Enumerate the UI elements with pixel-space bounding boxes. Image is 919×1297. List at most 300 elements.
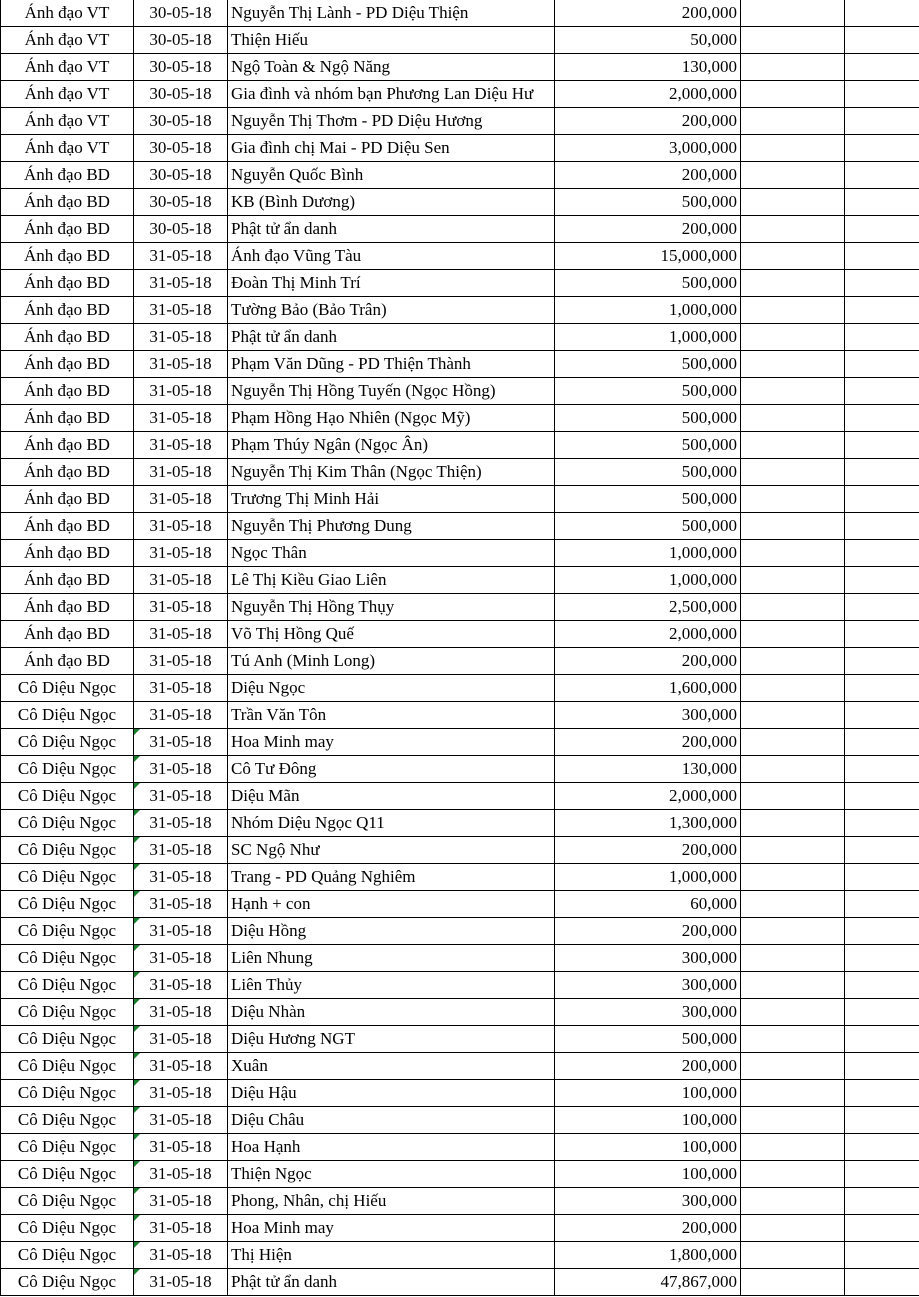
source-cell[interactable]: Cô Diệu Ngọc xyxy=(1,1242,134,1269)
donor-name-cell[interactable]: Phật tử ẩn danh xyxy=(228,324,555,351)
source-cell[interactable]: Ánh đạo BD xyxy=(1,378,134,405)
empty-cell[interactable] xyxy=(741,432,845,459)
amount-cell[interactable]: 500,000 xyxy=(555,189,741,216)
donor-name-cell[interactable]: Phật tử ẩn danh xyxy=(228,216,555,243)
date-cell[interactable]: 31-05-18 xyxy=(134,999,228,1026)
source-cell[interactable]: Cô Diệu Ngọc xyxy=(1,945,134,972)
amount-cell[interactable]: 500,000 xyxy=(555,1026,741,1053)
date-cell[interactable]: 30-05-18 xyxy=(134,0,228,27)
empty-cell[interactable] xyxy=(741,0,845,27)
source-cell[interactable]: Cô Diệu Ngọc xyxy=(1,756,134,783)
empty-cell[interactable] xyxy=(845,783,919,810)
donor-name-cell[interactable]: Thiện Ngọc xyxy=(228,1161,555,1188)
amount-cell[interactable]: 300,000 xyxy=(555,972,741,999)
table-row xyxy=(1,1107,919,1134)
date-cell[interactable]: 30-05-18 xyxy=(134,189,228,216)
amount-cell[interactable]: 500,000 xyxy=(555,405,741,432)
donor-name-cell[interactable]: Xuân xyxy=(228,1053,555,1080)
empty-cell[interactable] xyxy=(741,162,845,189)
date-cell[interactable]: 30-05-18 xyxy=(134,135,228,162)
source-cell[interactable]: Ánh đạo BD xyxy=(1,216,134,243)
empty-cell[interactable] xyxy=(845,432,919,459)
empty-cell[interactable] xyxy=(845,81,919,108)
donor-name-cell[interactable]: Diệu Nhàn xyxy=(228,999,555,1026)
date-cell[interactable]: 31-05-18 xyxy=(134,1215,228,1242)
source-cell[interactable]: Ánh đạo VT xyxy=(1,108,134,135)
amount-cell[interactable]: 300,000 xyxy=(555,1188,741,1215)
amount-cell[interactable]: 15,000,000 xyxy=(555,243,741,270)
date-cell[interactable]: 31-05-18 xyxy=(134,1188,228,1215)
empty-cell[interactable] xyxy=(845,540,919,567)
empty-cell[interactable] xyxy=(845,297,919,324)
donor-name-cell[interactable]: Nguyễn Thị Kim Thân (Ngọc Thiện) xyxy=(228,459,555,486)
source-cell[interactable]: Ánh đạo BD xyxy=(1,540,134,567)
date-cell[interactable]: 31-05-18 xyxy=(134,324,228,351)
amount-cell[interactable]: 50,000 xyxy=(555,27,741,54)
empty-cell[interactable] xyxy=(741,972,845,999)
date-cell[interactable]: 31-05-18 xyxy=(134,621,228,648)
amount-cell[interactable]: 200,000 xyxy=(555,1215,741,1242)
date-cell[interactable]: 31-05-18 xyxy=(134,945,228,972)
source-cell[interactable]: Ánh đạo BD xyxy=(1,648,134,675)
empty-cell[interactable] xyxy=(845,729,919,756)
source-cell[interactable]: Cô Diệu Ngọc xyxy=(1,864,134,891)
empty-cell[interactable] xyxy=(741,945,845,972)
source-cell[interactable]: Ánh đạo BD xyxy=(1,432,134,459)
amount-cell[interactable]: 500,000 xyxy=(555,378,741,405)
date-cell[interactable]: 31-05-18 xyxy=(134,243,228,270)
donor-name-cell[interactable]: Thị Hiện xyxy=(228,1242,555,1269)
donor-name-cell[interactable]: Gia đình chị Mai - PD Diệu Sen xyxy=(228,135,555,162)
donor-name-cell[interactable]: Diệu Hồng xyxy=(228,918,555,945)
donor-name-cell[interactable]: Diệu Hương NGT xyxy=(228,1026,555,1053)
empty-cell[interactable] xyxy=(741,405,845,432)
empty-cell[interactable] xyxy=(845,756,919,783)
source-cell[interactable]: Ánh đạo VT xyxy=(1,0,134,27)
date-cell[interactable]: 31-05-18 xyxy=(134,297,228,324)
empty-cell[interactable] xyxy=(845,1269,919,1296)
amount-cell[interactable]: 2,000,000 xyxy=(555,621,741,648)
table-row xyxy=(1,378,919,405)
empty-cell[interactable] xyxy=(845,0,919,27)
empty-cell[interactable] xyxy=(845,972,919,999)
table-row xyxy=(1,1134,919,1161)
donor-name-cell[interactable]: Hoa Minh may xyxy=(228,729,555,756)
amount-cell[interactable]: 500,000 xyxy=(555,459,741,486)
empty-cell[interactable] xyxy=(845,1161,919,1188)
empty-cell[interactable] xyxy=(741,1080,845,1107)
empty-cell[interactable] xyxy=(845,1107,919,1134)
source-cell[interactable]: Cô Diệu Ngọc xyxy=(1,1026,134,1053)
empty-cell[interactable] xyxy=(741,999,845,1026)
date-cell[interactable]: 31-05-18 xyxy=(134,675,228,702)
donor-name-cell[interactable]: Nguyễn Thị Thơm - PD Diệu Hương xyxy=(228,108,555,135)
empty-cell[interactable] xyxy=(845,675,919,702)
empty-cell[interactable] xyxy=(845,810,919,837)
donor-name-cell[interactable]: Tường Bảo (Bảo Trân) xyxy=(228,297,555,324)
empty-cell[interactable] xyxy=(741,1134,845,1161)
source-cell[interactable]: Cô Diệu Ngọc xyxy=(1,999,134,1026)
empty-cell[interactable] xyxy=(845,1026,919,1053)
empty-cell[interactable] xyxy=(845,918,919,945)
date-cell[interactable]: 31-05-18 xyxy=(134,459,228,486)
source-cell[interactable]: Cô Diệu Ngọc xyxy=(1,1080,134,1107)
date-cell[interactable]: 31-05-18 xyxy=(134,756,228,783)
empty-cell[interactable] xyxy=(845,1134,919,1161)
amount-cell[interactable]: 100,000 xyxy=(555,1134,741,1161)
empty-cell[interactable] xyxy=(741,1026,845,1053)
date-cell[interactable]: 30-05-18 xyxy=(134,27,228,54)
empty-cell[interactable] xyxy=(741,189,845,216)
empty-cell[interactable] xyxy=(741,918,845,945)
table-row xyxy=(1,162,919,189)
date-cell[interactable]: 31-05-18 xyxy=(134,1134,228,1161)
source-cell[interactable]: Cô Diệu Ngọc xyxy=(1,729,134,756)
amount-cell[interactable]: 200,000 xyxy=(555,216,741,243)
date-cell[interactable]: 30-05-18 xyxy=(134,162,228,189)
date-cell[interactable]: 31-05-18 xyxy=(134,351,228,378)
empty-cell[interactable] xyxy=(845,702,919,729)
donor-name-cell[interactable]: Tú Anh (Minh Long) xyxy=(228,648,555,675)
empty-cell[interactable] xyxy=(741,1053,845,1080)
source-cell[interactable]: Cô Diệu Ngọc xyxy=(1,1269,134,1296)
table-row xyxy=(1,27,919,54)
empty-cell[interactable] xyxy=(845,351,919,378)
date-cell[interactable]: 31-05-18 xyxy=(134,594,228,621)
amount-cell[interactable]: 200,000 xyxy=(555,1053,741,1080)
source-cell[interactable]: Ánh đạo BD xyxy=(1,162,134,189)
source-cell[interactable]: Ánh đạo VT xyxy=(1,54,134,81)
empty-cell[interactable] xyxy=(741,1269,845,1296)
amount-cell[interactable]: 100,000 xyxy=(555,1107,741,1134)
empty-cell[interactable] xyxy=(845,837,919,864)
empty-cell[interactable] xyxy=(741,756,845,783)
table-row xyxy=(1,81,919,108)
date-cell[interactable]: 31-05-18 xyxy=(134,486,228,513)
donor-name-cell[interactable]: Ngộ Toàn & Ngộ Năng xyxy=(228,54,555,81)
empty-cell[interactable] xyxy=(741,648,845,675)
donor-name-cell[interactable]: Trang - PD Quảng Nghiêm xyxy=(228,864,555,891)
donor-name-cell[interactable]: Diệu Hậu xyxy=(228,1080,555,1107)
empty-cell[interactable] xyxy=(741,135,845,162)
amount-cell[interactable]: 300,000 xyxy=(555,999,741,1026)
empty-cell[interactable] xyxy=(845,135,919,162)
empty-cell[interactable] xyxy=(845,594,919,621)
donor-name-cell[interactable]: Diệu Mãn xyxy=(228,783,555,810)
donor-name-cell[interactable]: Thiện Hiếu xyxy=(228,27,555,54)
donor-name-cell[interactable]: Nguyễn Thị Phương Dung xyxy=(228,513,555,540)
source-cell[interactable]: Cô Diệu Ngọc xyxy=(1,891,134,918)
empty-cell[interactable] xyxy=(845,27,919,54)
source-cell[interactable]: Ánh đạo BD xyxy=(1,324,134,351)
amount-cell[interactable]: 2,000,000 xyxy=(555,783,741,810)
source-cell[interactable]: Cô Diệu Ngọc xyxy=(1,675,134,702)
donor-name-cell[interactable]: Hoa Hạnh xyxy=(228,1134,555,1161)
source-cell[interactable]: Ánh đạo BD xyxy=(1,297,134,324)
empty-cell[interactable] xyxy=(741,459,845,486)
amount-cell[interactable]: 500,000 xyxy=(555,513,741,540)
date-cell[interactable]: 31-05-18 xyxy=(134,648,228,675)
donor-name-cell[interactable]: Diệu Châu xyxy=(228,1107,555,1134)
empty-cell[interactable] xyxy=(845,324,919,351)
empty-cell[interactable] xyxy=(845,1080,919,1107)
source-cell[interactable]: Cô Diệu Ngọc xyxy=(1,1107,134,1134)
table-row xyxy=(1,351,919,378)
empty-cell[interactable] xyxy=(741,81,845,108)
empty-cell[interactable] xyxy=(741,1107,845,1134)
empty-cell[interactable] xyxy=(741,243,845,270)
amount-cell[interactable]: 1,600,000 xyxy=(555,675,741,702)
empty-cell[interactable] xyxy=(845,1215,919,1242)
empty-cell[interactable] xyxy=(741,27,845,54)
date-cell[interactable]: 31-05-18 xyxy=(134,864,228,891)
donor-name-cell[interactable]: Phong, Nhân, chị Hiếu xyxy=(228,1188,555,1215)
empty-cell[interactable] xyxy=(741,270,845,297)
empty-cell[interactable] xyxy=(845,459,919,486)
source-cell[interactable]: Cô Diệu Ngọc xyxy=(1,810,134,837)
date-cell[interactable]: 31-05-18 xyxy=(134,1269,228,1296)
empty-cell[interactable] xyxy=(845,1053,919,1080)
donor-name-cell[interactable]: Nguyễn Quốc Bình xyxy=(228,162,555,189)
amount-cell[interactable]: 130,000 xyxy=(555,756,741,783)
date-cell[interactable]: 31-05-18 xyxy=(134,540,228,567)
empty-cell[interactable] xyxy=(845,1188,919,1215)
source-cell[interactable]: Ánh đạo BD xyxy=(1,594,134,621)
date-cell[interactable]: 31-05-18 xyxy=(134,1053,228,1080)
amount-cell[interactable]: 300,000 xyxy=(555,702,741,729)
date-cell[interactable]: 31-05-18 xyxy=(134,1242,228,1269)
empty-cell[interactable] xyxy=(845,945,919,972)
source-cell[interactable]: Ánh đạo BD xyxy=(1,243,134,270)
empty-cell[interactable] xyxy=(741,1161,845,1188)
source-cell[interactable]: Cô Diệu Ngọc xyxy=(1,783,134,810)
date-cell[interactable]: 31-05-18 xyxy=(134,270,228,297)
empty-cell[interactable] xyxy=(741,297,845,324)
amount-cell[interactable]: 200,000 xyxy=(555,648,741,675)
source-cell[interactable]: Ánh đạo BD xyxy=(1,270,134,297)
amount-cell[interactable]: 1,000,000 xyxy=(555,540,741,567)
date-cell[interactable]: 31-05-18 xyxy=(134,405,228,432)
empty-cell[interactable] xyxy=(845,189,919,216)
empty-cell[interactable] xyxy=(845,108,919,135)
donor-name-cell[interactable]: Hoa Minh may xyxy=(228,1215,555,1242)
empty-cell[interactable] xyxy=(845,648,919,675)
date-cell[interactable]: 30-05-18 xyxy=(134,54,228,81)
donor-name-cell[interactable]: Hạnh + con xyxy=(228,891,555,918)
empty-cell[interactable] xyxy=(741,837,845,864)
donor-name-cell[interactable]: Cô Tư Đông xyxy=(228,756,555,783)
donor-name-cell[interactable]: Nguyễn Thị Lành - PD Diệu Thiện xyxy=(228,0,555,27)
empty-cell[interactable] xyxy=(741,486,845,513)
empty-cell[interactable] xyxy=(741,378,845,405)
amount-cell[interactable]: 100,000 xyxy=(555,1080,741,1107)
date-cell[interactable]: 31-05-18 xyxy=(134,783,228,810)
empty-cell[interactable] xyxy=(741,621,845,648)
amount-cell[interactable]: 500,000 xyxy=(555,486,741,513)
date-cell[interactable]: 30-05-18 xyxy=(134,81,228,108)
donor-name-cell[interactable]: Ánh đạo Vũng Tàu xyxy=(228,243,555,270)
amount-cell[interactable]: 200,000 xyxy=(555,162,741,189)
source-cell[interactable]: Ánh đạo BD xyxy=(1,513,134,540)
empty-cell[interactable] xyxy=(845,54,919,81)
amount-cell[interactable]: 200,000 xyxy=(555,918,741,945)
empty-cell[interactable] xyxy=(741,54,845,81)
empty-cell[interactable] xyxy=(741,891,845,918)
amount-cell[interactable]: 1,000,000 xyxy=(555,567,741,594)
table-row xyxy=(1,621,919,648)
date-cell[interactable]: 31-05-18 xyxy=(134,567,228,594)
date-cell[interactable]: 31-05-18 xyxy=(134,918,228,945)
source-cell[interactable]: Cô Diệu Ngọc xyxy=(1,918,134,945)
date-cell[interactable]: 31-05-18 xyxy=(134,1080,228,1107)
date-cell[interactable]: 31-05-18 xyxy=(134,513,228,540)
source-cell[interactable]: Cô Diệu Ngọc xyxy=(1,1134,134,1161)
source-cell[interactable]: Ánh đạo BD xyxy=(1,189,134,216)
table-row xyxy=(1,135,919,162)
donor-name-cell[interactable]: Liên Thủy xyxy=(228,972,555,999)
source-cell[interactable]: Ánh đạo VT xyxy=(1,81,134,108)
amount-cell[interactable]: 500,000 xyxy=(555,351,741,378)
donor-name-cell[interactable]: SC Ngộ Như xyxy=(228,837,555,864)
date-cell[interactable]: 31-05-18 xyxy=(134,702,228,729)
empty-cell[interactable] xyxy=(741,540,845,567)
source-cell[interactable]: Ánh đạo BD xyxy=(1,351,134,378)
source-cell[interactable]: Ánh đạo BD xyxy=(1,459,134,486)
amount-cell[interactable]: 300,000 xyxy=(555,945,741,972)
empty-cell[interactable] xyxy=(741,351,845,378)
amount-cell[interactable]: 47,867,000 xyxy=(555,1269,741,1296)
amount-cell[interactable]: 500,000 xyxy=(555,432,741,459)
donor-name-cell[interactable]: Nhóm Diệu Ngọc Q11 xyxy=(228,810,555,837)
empty-cell[interactable] xyxy=(845,864,919,891)
donor-name-cell[interactable]: Võ Thị Hồng Quế xyxy=(228,621,555,648)
amount-cell[interactable]: 200,000 xyxy=(555,837,741,864)
empty-cell[interactable] xyxy=(845,378,919,405)
empty-cell[interactable] xyxy=(845,999,919,1026)
amount-cell[interactable]: 60,000 xyxy=(555,891,741,918)
date-cell[interactable]: 31-05-18 xyxy=(134,810,228,837)
amount-cell[interactable]: 2,000,000 xyxy=(555,81,741,108)
source-cell[interactable]: Cô Diệu Ngọc xyxy=(1,1188,134,1215)
empty-cell[interactable] xyxy=(845,243,919,270)
source-cell[interactable]: Cô Diệu Ngọc xyxy=(1,837,134,864)
empty-cell[interactable] xyxy=(845,162,919,189)
date-cell[interactable]: 30-05-18 xyxy=(134,216,228,243)
empty-cell[interactable] xyxy=(741,675,845,702)
empty-cell[interactable] xyxy=(845,621,919,648)
date-cell[interactable]: 31-05-18 xyxy=(134,837,228,864)
donor-name-cell[interactable]: Phật tử ẩn danh xyxy=(228,1269,555,1296)
empty-cell[interactable] xyxy=(741,567,845,594)
donor-name-cell[interactable]: Lê Thị Kiều Giao Liên xyxy=(228,567,555,594)
source-cell[interactable]: Ánh đạo BD xyxy=(1,567,134,594)
amount-cell[interactable]: 1,000,000 xyxy=(555,324,741,351)
empty-cell[interactable] xyxy=(741,594,845,621)
source-cell[interactable]: Cô Diệu Ngọc xyxy=(1,1161,134,1188)
empty-cell[interactable] xyxy=(741,1215,845,1242)
amount-cell[interactable]: 200,000 xyxy=(555,729,741,756)
date-cell[interactable]: 31-05-18 xyxy=(134,1107,228,1134)
donor-name-cell[interactable]: KB (Bình Dương) xyxy=(228,189,555,216)
donor-name-cell[interactable]: Đoàn Thị Minh Trí xyxy=(228,270,555,297)
amount-cell[interactable]: 200,000 xyxy=(555,0,741,27)
table-row xyxy=(1,1269,919,1296)
donor-name-cell[interactable]: Nguyễn Thị Hồng Thụy xyxy=(228,594,555,621)
empty-cell[interactable] xyxy=(741,324,845,351)
donor-name-cell[interactable]: Liên Nhung xyxy=(228,945,555,972)
date-cell[interactable]: 31-05-18 xyxy=(134,378,228,405)
amount-cell[interactable]: 130,000 xyxy=(555,54,741,81)
empty-cell[interactable] xyxy=(741,810,845,837)
source-cell[interactable]: Cô Diệu Ngọc xyxy=(1,702,134,729)
date-cell[interactable]: 31-05-18 xyxy=(134,432,228,459)
empty-cell[interactable] xyxy=(845,216,919,243)
donor-name-cell[interactable]: Phạm Hồng Hạo Nhiên (Ngọc Mỹ) xyxy=(228,405,555,432)
date-cell[interactable]: 31-05-18 xyxy=(134,1026,228,1053)
source-cell[interactable]: Ánh đạo BD xyxy=(1,405,134,432)
donor-name-cell[interactable]: Diệu Ngọc xyxy=(228,675,555,702)
empty-cell[interactable] xyxy=(845,567,919,594)
donor-name-cell[interactable]: Phạm Văn Dũng - PD Thiện Thành xyxy=(228,351,555,378)
amount-cell[interactable]: 100,000 xyxy=(555,1161,741,1188)
donor-name-cell[interactable]: Trương Thị Minh Hải xyxy=(228,486,555,513)
date-cell[interactable]: 30-05-18 xyxy=(134,108,228,135)
donor-name-cell[interactable]: Trần Văn Tôn xyxy=(228,702,555,729)
amount-cell[interactable]: 2,500,000 xyxy=(555,594,741,621)
empty-cell[interactable] xyxy=(741,108,845,135)
empty-cell[interactable] xyxy=(741,864,845,891)
amount-cell[interactable]: 1,300,000 xyxy=(555,810,741,837)
amount-cell[interactable]: 3,000,000 xyxy=(555,135,741,162)
date-cell[interactable]: 31-05-18 xyxy=(134,891,228,918)
empty-cell[interactable] xyxy=(845,270,919,297)
empty-cell[interactable] xyxy=(741,1188,845,1215)
empty-cell[interactable] xyxy=(741,729,845,756)
date-cell[interactable]: 31-05-18 xyxy=(134,972,228,999)
empty-cell[interactable] xyxy=(741,702,845,729)
amount-cell[interactable]: 500,000 xyxy=(555,270,741,297)
source-cell[interactable]: Ánh đạo BD xyxy=(1,621,134,648)
empty-cell[interactable] xyxy=(741,216,845,243)
empty-cell[interactable] xyxy=(845,513,919,540)
source-cell[interactable]: Cô Diệu Ngọc xyxy=(1,972,134,999)
date-cell[interactable]: 31-05-18 xyxy=(134,729,228,756)
empty-cell[interactable] xyxy=(845,1242,919,1269)
amount-cell[interactable]: 1,000,000 xyxy=(555,864,741,891)
table-row xyxy=(1,1080,919,1107)
amount-cell[interactable]: 200,000 xyxy=(555,108,741,135)
source-cell[interactable]: Ánh đạo VT xyxy=(1,135,134,162)
source-cell[interactable]: Ánh đạo VT xyxy=(1,27,134,54)
donor-name-cell[interactable]: Gia đình và nhóm bạn Phương Lan Diệu Hư xyxy=(228,81,555,108)
empty-cell[interactable] xyxy=(845,891,919,918)
source-cell[interactable]: Ánh đạo BD xyxy=(1,486,134,513)
donor-name-cell[interactable]: Phạm Thúy Ngân (Ngọc Ân) xyxy=(228,432,555,459)
amount-cell[interactable]: 1,000,000 xyxy=(555,297,741,324)
table-row xyxy=(1,540,919,567)
empty-cell[interactable] xyxy=(845,486,919,513)
source-cell[interactable]: Cô Diệu Ngọc xyxy=(1,1053,134,1080)
donor-name-cell[interactable]: Nguyễn Thị Hồng Tuyến (Ngọc Hồng) xyxy=(228,378,555,405)
donor-name-cell[interactable]: Ngọc Thân xyxy=(228,540,555,567)
empty-cell[interactable] xyxy=(741,513,845,540)
empty-cell[interactable] xyxy=(845,405,919,432)
amount-cell[interactable]: 1,800,000 xyxy=(555,1242,741,1269)
source-cell[interactable]: Cô Diệu Ngọc xyxy=(1,1215,134,1242)
empty-cell[interactable] xyxy=(741,1242,845,1269)
empty-cell[interactable] xyxy=(741,783,845,810)
date-cell[interactable]: 31-05-18 xyxy=(134,1161,228,1188)
